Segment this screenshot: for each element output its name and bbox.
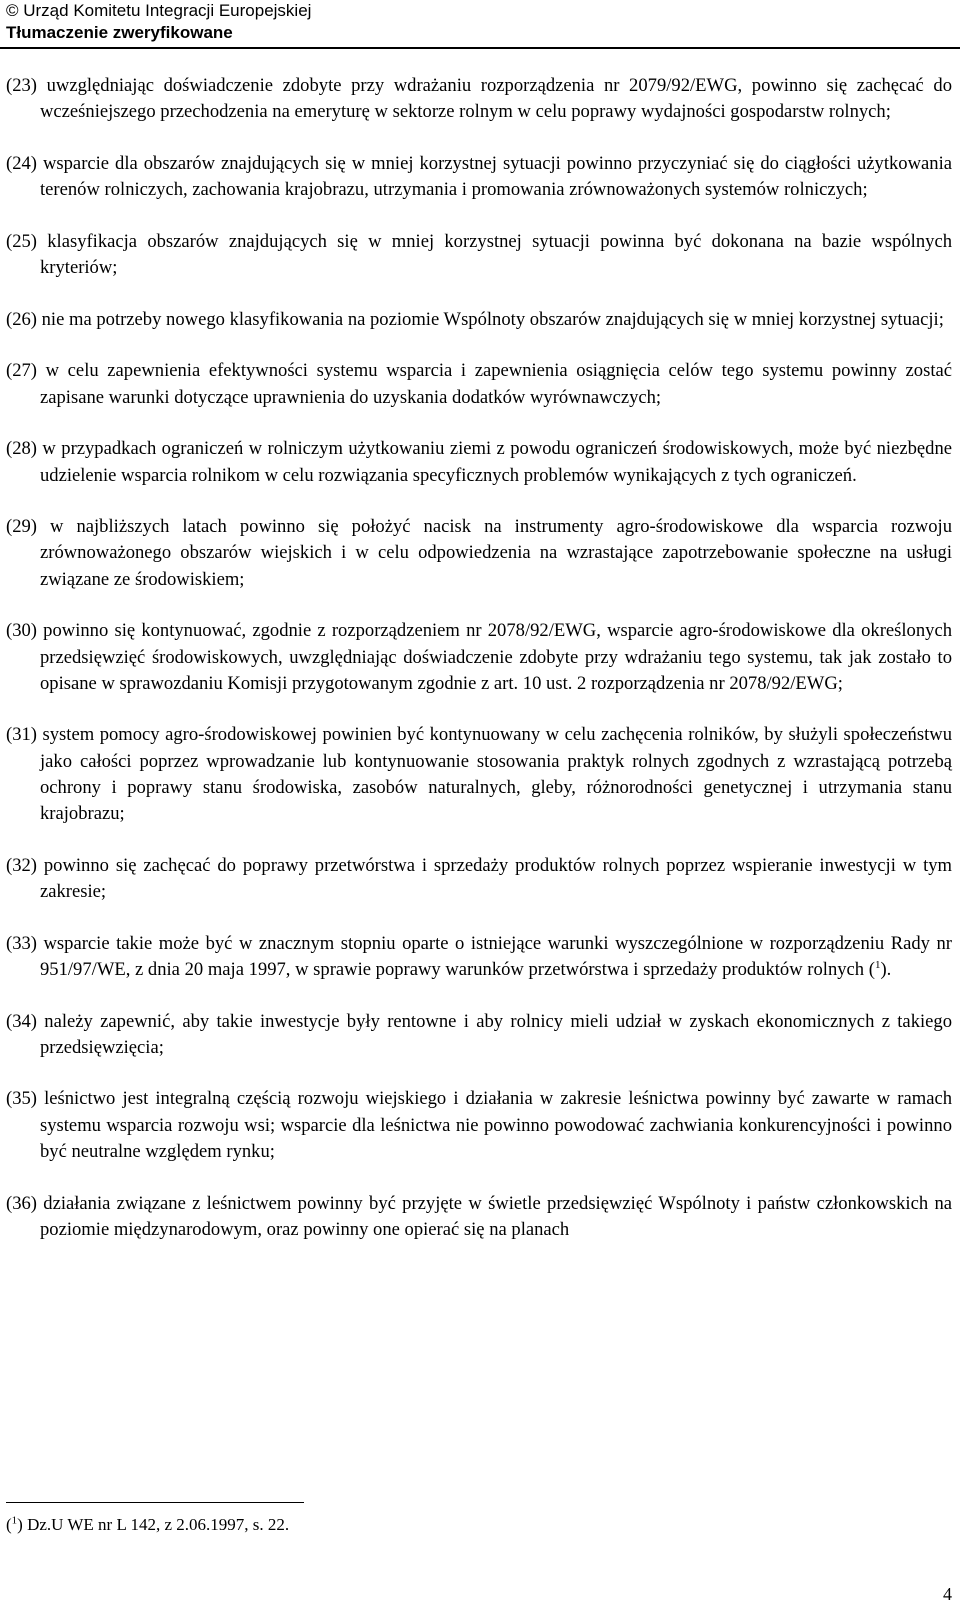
page-number: 4: [943, 1584, 952, 1604]
paragraph-33: [6, 931, 952, 983]
paragraph-33-end: ).: [880, 958, 892, 980]
document-body: [6, 73, 952, 1269]
paragraph-28: (28) w przypadkach ograniczeń w rolniczym użytkowaniu ziemi z powodu ograniczeń środowiskowych, może być niezbędne udzielenie wsparcia rolnikom w celu rozwiązania specyficznych problemów wynikających z tych ograniczeń.: [6, 438, 952, 486]
paragraph-34: (34) należy zapewnić, aby takie inwestycje były rentowne i aby rolnicy mieli udział w zyskach ekonomicznych z takiego przedsięwzięcia;: [6, 1010, 952, 1058]
paragraph-35: (35) leśnictwo jest integralną częścią rozwoju wiejskiego i działania w zakresie leśnictwa powinny być zawarte w ramach systemu wsparcia rozwoju wsi; wsparcie dla leśnictwa nie powinno powodować zachwiania konkurencyjności i powinno być neutralne względem rynku;: [6, 1088, 952, 1162]
footnote-divider: [6, 1502, 304, 1503]
paragraph-25: (25) klasyfikacja obszarów znajdujących się w mniej korzystnej sytuacji powinna być dokonana na bazie wspólnych kryteriów;: [6, 230, 952, 279]
paragraph-24: (24) wsparcie dla obszarów znajdujących się w mniej korzystnej sytuacji powinno przyczyniać się do ciągłości użytkowania terenów rolniczych, zachowania krajobrazu, utrzymania i promowania zrównoważonych systemów rolniczych;: [6, 152, 952, 201]
paragraph-36: (36) działania związane z leśnictwem powinny być przyjęte w świetle przedsięwzięć Wspólnoty i państw członkowskich na poziomie międzynarodowym, oraz powinny one opierać się na planach: [6, 1192, 952, 1240]
footnote-open: (: [6, 1515, 12, 1534]
paragraph-27: (27) w celu zapewnienia efektywności systemu wsparcia i zapewnienia osiągnięcia celów tego systemu powinny zostać zapisane warunki dotyczące uprawnienia do uzyskania dodatków wyrównawczych;: [6, 360, 952, 408]
footnote-text: ) Dz.U WE nr L 142, z 2.06.1997, s. 22.: [17, 1515, 290, 1534]
document-header: [6, 0, 956, 44]
header-divider: [0, 47, 960, 49]
paragraph-31: (31) system pomocy agro-środowiskowej powinien być kontynuowany w celu zachęcenia rolników, by służyli społeczeństwu jako całości poprzez wprowadzanie lub kontynuowanie stosowania praktyk rolnych zgodnych z wzrastającą potrzebą ochrony i poprawy stanu środowiska, zasobów naturalnych, gleby, różnorodności genetycznej i utrzymania stanu krajobrazu;: [6, 724, 952, 825]
header-translation-status: Tłumaczenie zweryfikowane: [6, 23, 233, 42]
footnote: [6, 1514, 289, 1536]
paragraph-29: (29) w najbliższych latach powinno się położyć nacisk na instrumenty agro-środowiskowe dla wsparcia rozwoju zrównoważonego obszarów wiejskich i w celu odpowiedzenia na wzrastające zapotrzebowanie społeczne na usługi związane ze środowiskiem;: [6, 516, 952, 590]
paragraph-32: (32) powinno się zachęcać do poprawy przetwórstwa i sprzedaży produktów rolnych poprzez wspieranie inwestycji w tym zakresie;: [6, 854, 952, 902]
footnote-marker: 1: [11, 1514, 18, 1527]
paragraph-33-text: (33) wsparcie takie może być w znacznym stopniu oparte o istniejące warunki wyszczególnione w rozporządzeniu Rady nr 951/97/WE, z dnia 20 maja 1997, w sprawie poprawy warunków przetwórstwa i sprzedaży produktów rolnych (: [6, 932, 952, 980]
footnote-reference[interactable]: 1: [874, 958, 881, 971]
paragraph-23: (23) uwzględniając doświadczenie zdobyte przy wdrażaniu rozporządzenia nr 2079/92/EWG, powinno się zachęcać do wcześniejszego przechodzenia na emeryturę w sektorze rolnym w celu poprawy wydajności gospodarstw rolnych;: [6, 75, 952, 123]
paragraph-26: (26) nie ma potrzeby nowego klasyfikowania na poziomie Wspólnoty obszarów znajdujących się w mniej korzystnej sytuacji;: [6, 308, 944, 330]
header-copyright: © Urząd Komitetu Integracji Europejskiej: [6, 1, 312, 20]
paragraph-30: (30) powinno się kontynuować, zgodnie z rozporządzeniem nr 2078/92/EWG, wsparcie agro-środowiskowe dla określonych przedsięwzięć środowiskowych, uwzględniając doświadczenie zdobyte przy wdrażaniu tego systemu, tak jak zostało to opisane w sprawozdaniu Komisji przygotowanym zgodnie z art. 10 ust. 2 rozporządzenia nr 2078/92/EWG;: [6, 620, 952, 694]
